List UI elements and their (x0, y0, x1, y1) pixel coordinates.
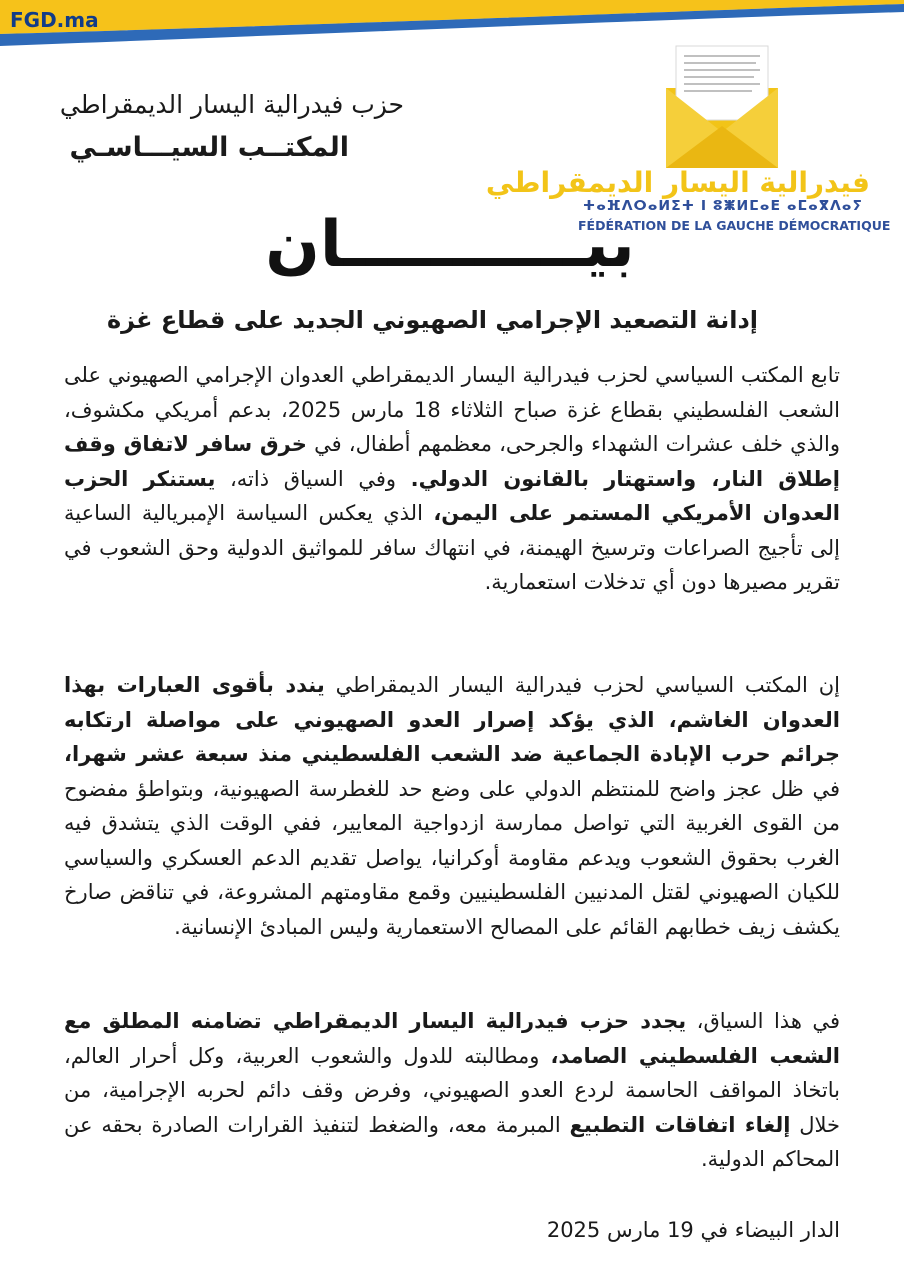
paragraph-2 (64, 668, 840, 944)
p1-bold-2: يستنكر الحزب العدوان الأمريكي المستمر على اليمن، (64, 466, 840, 525)
site-label[interactable]: FGD.ma (10, 8, 99, 32)
p1-text-2: وفي السياق ذاته، (215, 466, 411, 491)
envelope-icon (566, 40, 880, 170)
p3-bold-1: يجدد حزب فيدرالية اليسار الديمقراطي تضامنه المطلق مع الشعب الفلسطيني الصامد، (64, 1009, 840, 1068)
p2-text-2: في ظل عجز واضح للمنتظم الدولي على وضع حد للغطرسة الصهيونية، وبتواطؤ مفضوح من القوى الغربية التي تواصل ممارسة ازدواجية المعايير، ففي الوقت الذي يتشدق فيه الغرب بحقوق الشعوب ويدعم مقاومة أوكرانيا، يواصل تقديم الدعم العسكري والسياسي للكيان الصهيوني لقتل المدنيين الفلسطينيين وقمع مقاومتهم المشروعة، في تناقض صارخ يكشف زيف خطابهم القائم على المصالح الاستعمارية وليس المبادئ الإنسانية. (64, 776, 840, 939)
paragraph-3 (64, 1004, 840, 1177)
p3-bold-2: إلغاء اتفاقات التطبيع (569, 1112, 791, 1137)
statement-title: بيـــــــــــان (265, 208, 635, 282)
p1-text-3: الذي يعكس السياسة الإمبريالية الساعية إلى تأجيج الصراعات وترسيخ الهيمنة، في انتهاك سافر للمواثيق الدولية وحق الشعوب في تقرير مصيرها دون أي تدخلات استعمارية. (64, 501, 840, 594)
p2-text-1: إن المكتب السياسي لحزب فيدرالية اليسار الديمقراطي (324, 673, 840, 697)
logo-french-name: FÉDÉRATION DE LA GAUCHE DÉMOCRATIQUE (578, 218, 891, 233)
date-line: الدار البيضاء في 19 مارس 2025 (546, 1218, 840, 1242)
p1-bold-1: خرق سافر لاتفاق وقف إطلاق النار، واستهتار بالقانون الدولي. (64, 432, 840, 491)
p3-text-1: في هذا السياق، (686, 1009, 840, 1033)
logo-tifinagh-name: ⵜⴰⴼⴷⵔⴰⵍⵉⵜ ⵏ ⵓⵥⵍⵎⴰⴹ ⴰⵎⴰⴳⴷⴰⵢ (582, 198, 864, 214)
statement-subtitle: إدانة التصعيد الإجرامي الصهيوني الجديد على قطاع غزة (106, 306, 758, 334)
p3-text-3: المبرمة معه، والضغط لتنفيذ القرارات الصادرة بحقه عن المحاكم الدولية. (64, 1112, 840, 1171)
party-name: حزب فيدرالية اليسار الديمقراطي (59, 90, 404, 119)
logo-arabic-name: فيدرالية اليسار الديمقراطي (485, 166, 870, 199)
office-name: المكتــب السيـــاسـي (69, 132, 349, 163)
p2-bold-1: يندد بأقوى العبارات بهذا العدوان الغاشم، الذي يؤكد إصرار العدو الصهيوني على مواصلة ارتكابه جرائم حرب الإبادة الجماعية ضد الشعب الفلسطيني منذ سبعة عشر شهرا، (64, 673, 840, 766)
paragraph-1 (64, 358, 840, 600)
p3-text-2: ومطالبته للدول والشعوب العربية، وكل أحرار العالم، باتخاذ المواقف الحاسمة لردع العدو الصهيوني، وفرض وقف دائم لحربه الإجرامية، من خلال (64, 1043, 840, 1137)
p1-text-1: تابع المكتب السياسي لحزب فيدرالية اليسار الديمقراطي العدوان الإجرامي الصهيوني على الشعب الفلسطيني بقطاع غزة صباح الثلاثاء 18 مارس 2025، بدعم أمريكي مكشوف، والذي خلف عشرات الشهداء والجرحى، معظمهم أطفال، في (64, 363, 840, 456)
